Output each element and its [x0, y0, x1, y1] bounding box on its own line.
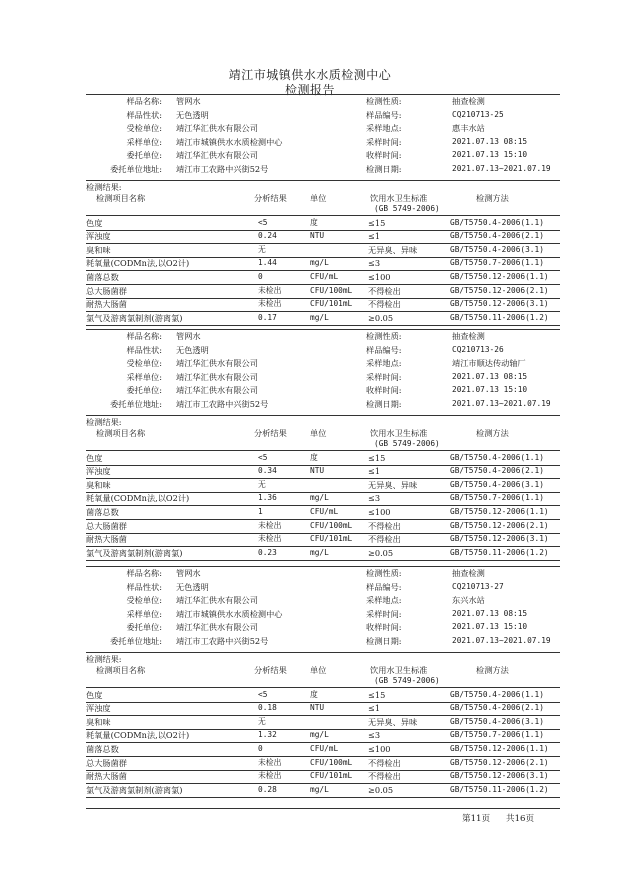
- cell-method: GB/T5750.12-2006(2.1): [450, 757, 549, 767]
- cell-unit: CFU/100mL: [310, 520, 353, 530]
- cell-unit: CFU/101mL: [310, 299, 353, 309]
- info-value-sampling-unit: 靖江市城镇供水水质检测中心: [176, 608, 283, 619]
- info-label: 样品性状:: [126, 581, 162, 592]
- info-value-test-date: 2021.07.13~2021.07.19: [452, 636, 551, 645]
- cell-method: GB/T5750.11-2006(1.2): [450, 547, 549, 557]
- cell-item: 总大肠菌群: [86, 520, 127, 531]
- info-value-sample-trait: 无色透明: [176, 581, 209, 592]
- results-label: 检测结果:: [86, 181, 122, 192]
- info-label: 样品编号:: [366, 344, 402, 355]
- divider-line: [86, 797, 560, 798]
- info-label: 受检单位:: [126, 358, 162, 369]
- info-value-sample-name: 管网水: [176, 331, 201, 341]
- info-label: 样品名称:: [126, 331, 162, 341]
- cell-standard: ≤3: [368, 730, 381, 741]
- info-value-client-unit: 靖江华汇供水有限公司: [176, 150, 258, 161]
- divider-line: [86, 560, 560, 561]
- cell-method: GB/T5750.7-2006(1.1): [450, 730, 544, 740]
- results-label: 检测结果:: [86, 416, 122, 427]
- divider-line: [86, 329, 560, 330]
- org-title: 靖江市城镇供水水质检测中心: [228, 68, 392, 82]
- cell-method: GB/T5750.12-2006(1.1): [450, 507, 549, 516]
- cell-method: GB/T5750.11-2006(1.2): [450, 784, 549, 794]
- cell-item: 臭和味: [86, 716, 111, 727]
- cell-unit: 度: [310, 689, 318, 699]
- info-label: 委托单位:: [126, 385, 162, 396]
- cell-result: 未检出: [258, 299, 282, 309]
- cell-result: 无: [258, 716, 266, 726]
- info-label: 收样时间:: [366, 385, 402, 396]
- info-label: 采样地点:: [366, 358, 402, 369]
- cell-result: 无: [258, 479, 266, 489]
- cell-item: 臭和味: [86, 479, 111, 490]
- cell-result: 未检出: [258, 285, 282, 295]
- divider-line: [86, 808, 560, 809]
- cell-unit: CFU/101mL: [310, 534, 353, 544]
- cell-unit: mg/L: [310, 784, 329, 794]
- cell-method: GB/T5750.12-2006(1.1): [450, 272, 549, 281]
- divider-line: [86, 652, 560, 653]
- cell-result: 0.34: [258, 466, 277, 476]
- col-header-standard: 饮用水卫生标准: [370, 427, 428, 438]
- cell-unit: NTU: [310, 703, 325, 713]
- cell-item: 氯气及游离氯制剂(游离氯): [86, 312, 183, 323]
- cell-standard: 不得检出: [368, 771, 401, 782]
- info-label: 委托单位:: [126, 150, 162, 161]
- cell-standard: ≤3: [368, 493, 381, 504]
- cell-standard: ≤100: [368, 744, 391, 754]
- info-label: 检测性质:: [366, 331, 402, 341]
- info-label: 检测日期:: [366, 636, 402, 646]
- info-label: 检测性质:: [366, 96, 402, 106]
- col-header-standard-code: (GB 5749-2006): [374, 675, 440, 685]
- info-label: 采样地点:: [366, 595, 402, 606]
- cell-result: 未检出: [258, 520, 282, 530]
- cell-result: 0.18: [258, 703, 277, 713]
- cell-unit: mg/L: [310, 547, 329, 557]
- info-value-receive-time: 2021.07.13 15:10: [452, 150, 528, 160]
- cell-item: 浑浊度: [86, 703, 111, 714]
- cell-item: 耗氧量(CODMn法,以O2计): [86, 258, 190, 269]
- cell-method: GB/T5750.12-2006(2.1): [450, 520, 549, 530]
- cell-item: 菌落总数: [86, 272, 119, 282]
- info-label: 采样时间:: [366, 136, 402, 147]
- cell-method: GB/T5750.4-2006(3.1): [450, 479, 544, 489]
- col-header-standard: 饮用水卫生标准: [370, 192, 428, 203]
- cell-standard: 不得检出: [368, 757, 401, 768]
- cell-result: 0: [258, 744, 263, 753]
- cell-unit: 度: [310, 452, 318, 462]
- info-value-client-unit: 靖江华汇供水有限公司: [176, 622, 258, 633]
- page-number: 第11页: [462, 814, 491, 824]
- info-label: 检测日期:: [366, 399, 402, 409]
- cell-result: 1.44: [258, 258, 277, 268]
- cell-standard: 不得检出: [368, 299, 401, 310]
- cell-method: GB/T5750.4-2006(2.1): [450, 231, 544, 241]
- cell-result: <5: [258, 452, 268, 462]
- col-header-result: 分析结果: [254, 192, 287, 203]
- col-header-result: 分析结果: [254, 664, 287, 675]
- info-value-client-unit: 靖江华汇供水有限公司: [176, 385, 258, 396]
- col-header-standard-code: (GB 5749-2006): [374, 203, 440, 213]
- info-label: 样品编号:: [366, 109, 402, 120]
- cell-method: GB/T5750.12-2006(3.1): [450, 299, 549, 309]
- cell-item: 耐热大肠菌: [86, 534, 127, 545]
- cell-method: GB/T5750.12-2006(2.1): [450, 285, 549, 295]
- cell-unit: CFU/mL: [310, 744, 339, 753]
- cell-item: 菌落总数: [86, 744, 119, 754]
- col-header-method: 检测方法: [476, 664, 509, 675]
- cell-standard: 不得检出: [368, 534, 401, 545]
- info-value-test-date: 2021.07.13~2021.07.19: [452, 164, 551, 173]
- cell-method: GB/T5750.4-2006(3.1): [450, 716, 544, 726]
- info-label: 委托单位地址:: [110, 164, 162, 174]
- cell-result: 1: [258, 507, 263, 516]
- cell-item: 色度: [86, 452, 103, 463]
- cell-standard: ≤15: [368, 217, 386, 228]
- info-label: 检测日期:: [366, 164, 402, 174]
- info-label: 收样时间:: [366, 622, 402, 633]
- cell-unit: mg/L: [310, 258, 329, 268]
- info-value-sample-no: CQ210713-25: [452, 109, 504, 119]
- info-label: 委托单位:: [126, 622, 162, 633]
- info-value-sample-no: CQ210713-26: [452, 344, 504, 354]
- cell-unit: CFU/mL: [310, 507, 339, 516]
- cell-unit: NTU: [310, 231, 325, 241]
- info-label: 采样时间:: [366, 371, 402, 382]
- info-label: 受检单位:: [126, 595, 162, 606]
- info-value-sample-name: 管网水: [176, 568, 201, 578]
- col-header-result: 分析结果: [254, 427, 287, 438]
- info-label: 采样地点:: [366, 123, 402, 134]
- info-label: 样品名称:: [126, 96, 162, 106]
- cell-unit: CFU/mL: [310, 272, 339, 281]
- cell-standard: 不得检出: [368, 285, 401, 296]
- cell-item: 浑浊度: [86, 466, 111, 477]
- cell-method: GB/T5750.11-2006(1.2): [450, 312, 549, 322]
- info-value-entrusted-unit: 靖江华汇供水有限公司: [176, 123, 258, 134]
- col-header-method: 检测方法: [476, 192, 509, 203]
- info-label: 收样时间:: [366, 150, 402, 161]
- col-header-unit: 单位: [310, 664, 327, 675]
- cell-standard: ≤1: [368, 466, 381, 477]
- cell-result: 未检出: [258, 534, 282, 544]
- col-header-item: 检测项目名称: [96, 427, 146, 438]
- cell-item: 臭和味: [86, 244, 111, 255]
- info-value-receive-time: 2021.07.13 15:10: [452, 385, 528, 395]
- divider-line: [86, 94, 560, 95]
- cell-result: 0.28: [258, 784, 277, 794]
- info-label: 样品性状:: [126, 109, 162, 120]
- cell-result: <5: [258, 217, 268, 227]
- cell-result: 0.17: [258, 312, 277, 322]
- cell-result: 未检出: [258, 771, 282, 781]
- cell-method: GB/T5750.7-2006(1.1): [450, 258, 544, 268]
- info-value-entrusted-unit: 靖江华汇供水有限公司: [176, 358, 258, 369]
- results-label: 检测结果:: [86, 653, 122, 664]
- info-label: 委托单位地址:: [110, 636, 162, 646]
- col-header-standard-code: (GB 5749-2006): [374, 438, 440, 448]
- cell-item: 总大肠菌群: [86, 285, 127, 296]
- cell-unit: mg/L: [310, 730, 329, 740]
- cell-standard: ≤100: [368, 507, 391, 517]
- cell-method: GB/T5750.4-2006(1.1): [450, 452, 544, 462]
- info-value-client-address: 靖江市工农路中兴街52号: [176, 164, 269, 174]
- col-header-method: 检测方法: [476, 427, 509, 438]
- info-label: 检测性质:: [366, 568, 402, 578]
- cell-result: 未检出: [258, 757, 282, 767]
- info-label: 样品性状:: [126, 344, 162, 355]
- info-value-sampling-unit: 靖江华汇供水有限公司: [176, 371, 258, 382]
- cell-item: 耐热大肠菌: [86, 771, 127, 782]
- cell-result: 0: [258, 272, 263, 281]
- info-value-sample-trait: 无色透明: [176, 109, 209, 120]
- divider-line: [86, 415, 560, 416]
- col-header-item: 检测项目名称: [96, 192, 146, 203]
- info-value-entrusted-unit: 靖江华汇供水有限公司: [176, 595, 258, 606]
- cell-unit: mg/L: [310, 493, 329, 503]
- cell-item: 浑浊度: [86, 231, 111, 242]
- divider-line: [86, 215, 560, 216]
- info-value-sampling-time: 2021.07.13 08:15: [452, 608, 528, 618]
- report-title: 检测报告: [284, 83, 335, 97]
- info-label: 采样单位:: [126, 136, 162, 147]
- info-value-sampling-unit: 靖江市城镇供水水质检测中心: [176, 136, 283, 147]
- cell-method: GB/T5750.4-2006(2.1): [450, 703, 544, 713]
- info-value-sampling-time: 2021.07.13 08:15: [452, 136, 528, 146]
- cell-item: 耗氧量(CODMn法,以O2计): [86, 730, 190, 741]
- cell-unit: CFU/100mL: [310, 757, 353, 767]
- info-label: 受检单位:: [126, 123, 162, 134]
- cell-item: 色度: [86, 217, 103, 228]
- cell-result: 1.32: [258, 730, 277, 740]
- cell-standard: ≤1: [368, 703, 381, 714]
- divider-line: [86, 325, 560, 326]
- cell-method: GB/T5750.4-2006(2.1): [450, 466, 544, 476]
- col-header-unit: 单位: [310, 427, 327, 438]
- info-value-sampling-site: 东兴水站: [452, 595, 485, 606]
- cell-result: <5: [258, 689, 268, 699]
- cell-unit: NTU: [310, 466, 325, 476]
- info-value-sampling-time: 2021.07.13 08:15: [452, 371, 528, 381]
- info-value-sampling-site: 惠丰水站: [452, 123, 485, 134]
- cell-unit: CFU/101mL: [310, 771, 353, 781]
- info-value-client-address: 靖江市工农路中兴街52号: [176, 636, 269, 646]
- divider-line: [86, 566, 560, 567]
- cell-method: GB/T5750.7-2006(1.1): [450, 493, 544, 503]
- info-label: 样品编号:: [366, 581, 402, 592]
- divider-line: [86, 687, 560, 688]
- cell-item: 菌落总数: [86, 507, 119, 517]
- divider-line: [86, 450, 560, 451]
- info-value-test-date: 2021.07.13~2021.07.19: [452, 399, 551, 408]
- cell-item: 氯气及游离氯制剂(游离氯): [86, 784, 183, 795]
- cell-result: 1.36: [258, 493, 277, 503]
- cell-method: GB/T5750.4-2006(1.1): [450, 217, 544, 227]
- cell-unit: CFU/100mL: [310, 285, 353, 295]
- cell-item: 氯气及游离氯制剂(游离氯): [86, 547, 183, 558]
- info-value-test-nature: 抽查检测: [452, 331, 485, 341]
- divider-line: [86, 180, 560, 181]
- info-label: 采样单位:: [126, 608, 162, 619]
- cell-item: 色度: [86, 689, 103, 700]
- col-header-standard: 饮用水卫生标准: [370, 664, 428, 675]
- cell-method: GB/T5750.4-2006(3.1): [450, 244, 544, 254]
- cell-result: 0.23: [258, 547, 277, 557]
- cell-unit: 度: [310, 217, 318, 227]
- info-value-sample-trait: 无色透明: [176, 344, 209, 355]
- cell-standard: 无异臭、异味: [368, 244, 418, 255]
- cell-method: GB/T5750.12-2006(1.1): [450, 744, 549, 753]
- info-label: 采样时间:: [366, 608, 402, 619]
- cell-standard: 无异臭、异味: [368, 716, 418, 727]
- info-label: 委托单位地址:: [110, 399, 162, 409]
- cell-item: 耗氧量(CODMn法,以O2计): [86, 493, 190, 504]
- cell-standard: ≤15: [368, 689, 386, 700]
- info-label: 采样单位:: [126, 371, 162, 382]
- cell-result: 无: [258, 244, 266, 254]
- cell-standard: ≤100: [368, 272, 391, 282]
- info-value-sample-name: 管网水: [176, 96, 201, 106]
- cell-standard: ≤1: [368, 231, 381, 242]
- info-value-test-nature: 抽查检测: [452, 96, 485, 106]
- cell-standard: 不得检出: [368, 520, 401, 531]
- cell-standard: ≥0.05: [368, 312, 394, 323]
- cell-item: 耐热大肠菌: [86, 299, 127, 310]
- col-header-unit: 单位: [310, 192, 327, 203]
- cell-unit: mg/L: [310, 312, 329, 322]
- col-header-item: 检测项目名称: [96, 664, 146, 675]
- info-value-sampling-site: 靖江市顺达传动轴厂: [452, 358, 526, 369]
- cell-method: GB/T5750.12-2006(3.1): [450, 771, 549, 781]
- cell-standard: ≥0.05: [368, 784, 394, 795]
- cell-standard: ≤15: [368, 452, 386, 463]
- cell-standard: ≤3: [368, 258, 381, 269]
- cell-standard: 无异臭、异味: [368, 479, 418, 490]
- info-value-receive-time: 2021.07.13 15:10: [452, 622, 528, 632]
- info-value-client-address: 靖江市工农路中兴街52号: [176, 399, 269, 409]
- cell-method: GB/T5750.12-2006(3.1): [450, 534, 549, 544]
- cell-result: 0.24: [258, 231, 277, 241]
- cell-item: 总大肠菌群: [86, 757, 127, 768]
- info-label: 样品名称:: [126, 568, 162, 578]
- info-value-sample-no: CQ210713-27: [452, 581, 504, 591]
- cell-standard: ≥0.05: [368, 547, 394, 558]
- page-total: 共16页: [506, 814, 535, 824]
- cell-method: GB/T5750.4-2006(1.1): [450, 689, 544, 699]
- info-value-test-nature: 抽查检测: [452, 568, 485, 578]
